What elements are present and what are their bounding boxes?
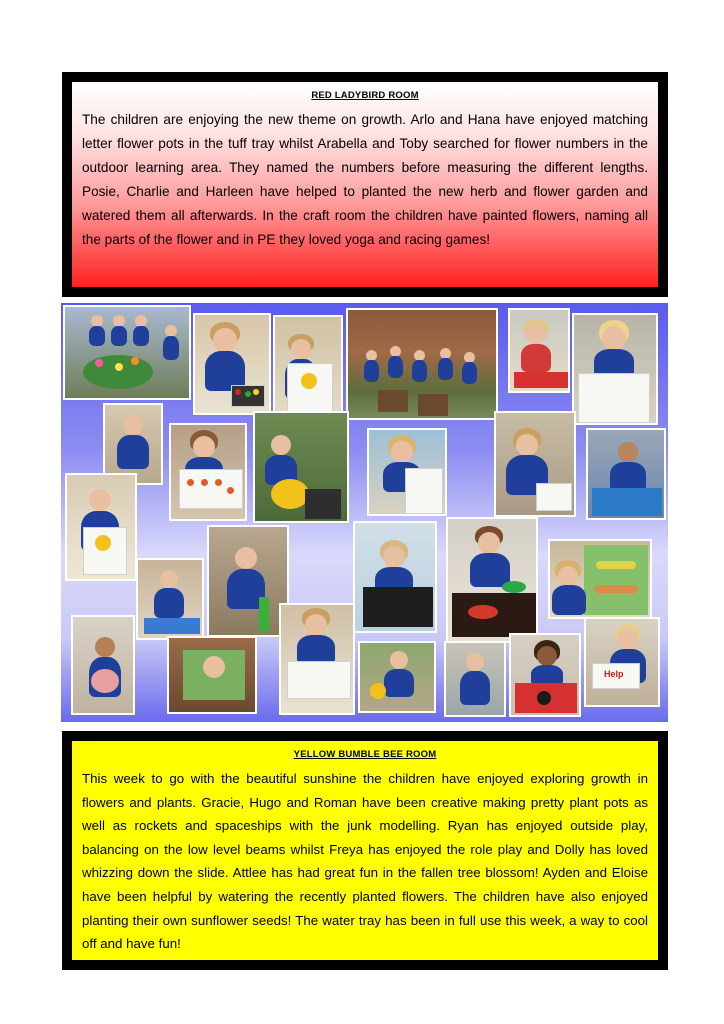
- photo-child-help-sign: [584, 617, 660, 707]
- photo-child-fruit-chart: [169, 423, 247, 521]
- photo-child-map-mat: [548, 539, 652, 619]
- photo-child-worksheet: [279, 603, 355, 715]
- help-sign-text: Help: [604, 669, 624, 679]
- photo-child-bead-tray: [193, 313, 271, 415]
- red-ladybird-room-panel: [62, 72, 668, 297]
- yellow-bumble-bee-room-title: YELLOW BUMBLE BEE ROOM: [293, 749, 437, 760]
- photo-child-yellow-jug: [358, 641, 436, 713]
- red-ladybird-room-title: RED LADYBIRD ROOM: [311, 90, 419, 101]
- photo-child-watering-can: [253, 411, 349, 523]
- photo-child-blue-table: [586, 428, 666, 520]
- photo-child-play-house: [167, 636, 257, 714]
- yellow-bumble-bee-room-panel: [62, 731, 668, 970]
- photo-child-craft-table: [508, 308, 570, 393]
- photo-child-water-play: [444, 641, 506, 717]
- photo-collage: [61, 303, 668, 722]
- photo-child-flower-picture: [367, 428, 447, 516]
- photo-child-magnifier: [353, 521, 437, 633]
- photo-garden-group: [346, 308, 498, 420]
- photo-child-sunflower-drawing: [65, 473, 137, 581]
- yellow-bumble-bee-room-text: This week to go with the beautiful sunshine the children have enjoyed exploring growth in flowers and plants. Gracie, Hugo and Roman have been creative making pretty plant pots as well as rockets and spaceships with the junk modelling. Ryan has enjoyed outside play, balancing on the low level beams whilst Freya has enjoyed the role play and Dolly has loved whizzing down the slide. Attlee has had great fun in the fallen tree blossom! Ayden and Eloise have been helpful by watering the recently planted flowers. The children have also enjoyed planting their own sunflower seeds! The water tray has been in full use this week, a way to cool off and have fun!: [82, 771, 648, 952]
- photo-child-outdoor-play: [207, 525, 289, 637]
- photo-child-building-blocks: [136, 558, 204, 640]
- photo-child-card: [494, 411, 576, 517]
- red-ladybird-room-text: The children are enjoying the new theme on growth. Arlo and Hana have enjoyed matching letter flower pots in the tuff tray whilst Arabella and Toby searched for flower numbers in the outdoor learning area. They named the numbers before measuring the different lengths. Posie, Charlie and Harleen have helped to planted the new herb and flower garden and watered them all afterwards. In the craft room the children have painted flowers, naming all the parts of the flower and in PE they loved yoga and racing games!: [82, 112, 648, 247]
- photo-child-flower-drawing: [572, 313, 658, 425]
- photo-child-sensory-tray: [509, 633, 581, 717]
- photo-child-sunflower-picture: [273, 315, 343, 419]
- photo-flower-tuff-tray: [63, 305, 191, 400]
- photo-child-red-tray: [446, 517, 538, 643]
- photo-child-with-doll: [71, 615, 135, 715]
